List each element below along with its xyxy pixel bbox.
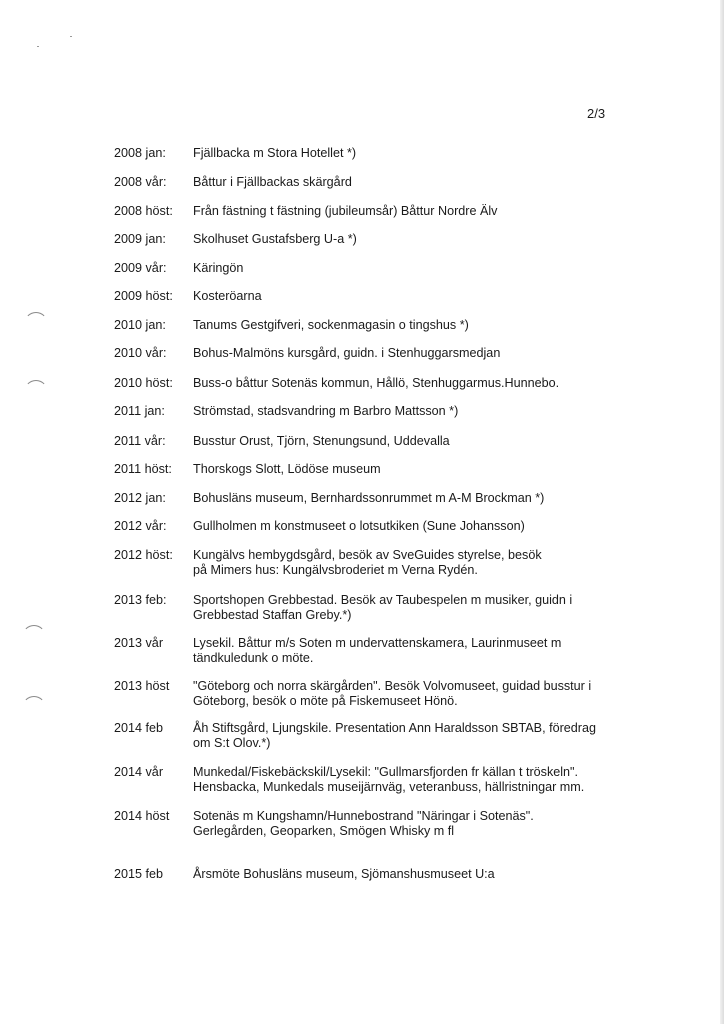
event-date: 2009 höst:	[114, 289, 173, 303]
event-date: 2013 höst	[114, 679, 170, 693]
event-date: 2010 höst:	[114, 376, 173, 390]
event-description: Bohusläns museum, Bernhardssonrummet m A-M Brockman *)	[193, 491, 545, 505]
scan-speck	[37, 46, 39, 47]
event-date: 2014 feb	[114, 721, 164, 735]
event-description: Sotenäs m Kungshamn/Hunnebostrand "Näringar i Sotenäs". Gerlegården, Geoparken, Smögen Whisky m fl	[193, 809, 534, 838]
event-description: Årsmöte Bohusläns museum, Sjömanshusmuseet U:a	[193, 867, 495, 881]
event-description: Kosteröarna	[193, 289, 262, 303]
event-date: 2008 vår:	[114, 175, 167, 189]
scan-speck	[70, 36, 72, 37]
event-date: 2013 vår	[114, 636, 164, 650]
event-date: 2008 höst:	[114, 204, 173, 218]
punch-hole-mark	[24, 312, 48, 336]
event-date: 2009 vår:	[114, 261, 167, 275]
event-description: Buss-o båttur Sotenäs kommun, Hållö, Stenhuggarmus.Hunnebo.	[193, 376, 560, 390]
event-description: Munkedal/Fiskebäckskil/Lysekil: "Gullmarsfjorden fr källan t tröskeln". Hensbacka, Munkedals museijärnväg, veteranbuss, hällristningar mm.	[193, 765, 585, 794]
event-description: Kungälvs hembygdsgård, besök av SveGuides styrelse, besök på Mimers hus: Kungälvsbroderiet m Verna Rydén.	[193, 548, 542, 577]
event-description: Lysekil. Båttur m/s Soten m undervattenskamera, Laurinmuseet m tändkuledunk o möte.	[193, 636, 562, 665]
event-date: 2013 feb:	[114, 593, 167, 607]
event-date: 2010 vår:	[114, 346, 167, 360]
punch-hole-mark	[22, 696, 46, 720]
punch-hole-mark	[22, 625, 46, 649]
event-date: 2011 vår:	[114, 434, 166, 448]
event-description: Från fästning t fästning (jubileumsår) Båttur Nordre Älv	[193, 204, 498, 218]
event-description: Båttur i Fjällbackas skärgård	[193, 175, 352, 189]
event-description: Sportshopen Grebbestad. Besök av Taubespelen m musiker, guidn i Grebbestad Staffan Greby.*)	[193, 593, 573, 622]
event-description: Strömstad, stadsvandring m Barbro Mattsson *)	[193, 404, 459, 418]
event-description: "Göteborg och norra skärgården". Besök Volvomuseet, guidad busstur i Göteborg, besök o möte på Fiskemuseet Hönö.	[193, 679, 592, 708]
event-date: 2014 vår	[114, 765, 164, 779]
page-number: 2/3	[587, 106, 606, 121]
event-date: 2012 vår:	[114, 519, 167, 533]
event-description: Skolhuset Gustafsberg U-a *)	[193, 232, 357, 246]
event-description: Gullholmen m konstmuseet o lotsutkiken (Sune Johansson)	[193, 519, 525, 533]
event-date: 2008 jan:	[114, 146, 166, 160]
event-description: Fjällbacka m Stora Hotellet *)	[193, 146, 357, 160]
event-date: 2009 jan:	[114, 232, 166, 246]
event-date: 2015 feb	[114, 867, 164, 881]
event-description: Tanums Gestgifveri, sockenmagasin o tingshus *)	[193, 318, 469, 332]
event-date: 2014 höst	[114, 809, 170, 823]
event-description: Bohus-Malmöns kursgård, guidn. i Stenhuggarsmedjan	[193, 346, 501, 360]
event-description: Åh Stiftsgård, Ljungskile. Presentation Ann Haraldsson SBTAB, föredrag om S:t Olov.*)	[193, 721, 596, 750]
event-date: 2011 höst:	[114, 462, 172, 476]
event-description: Busstur Orust, Tjörn, Stenungsund, Uddevalla	[193, 434, 450, 448]
event-description: Käringön	[193, 261, 244, 275]
event-date: 2010 jan:	[114, 318, 166, 332]
punch-hole-mark	[24, 380, 48, 404]
event-date: 2012 höst:	[114, 548, 173, 562]
page-edge-shadow	[720, 0, 724, 1024]
event-date: 2012 jan:	[114, 491, 166, 505]
event-date: 2011 jan:	[114, 404, 165, 418]
event-description: Thorskogs Slott, Lödöse museum	[193, 462, 381, 476]
